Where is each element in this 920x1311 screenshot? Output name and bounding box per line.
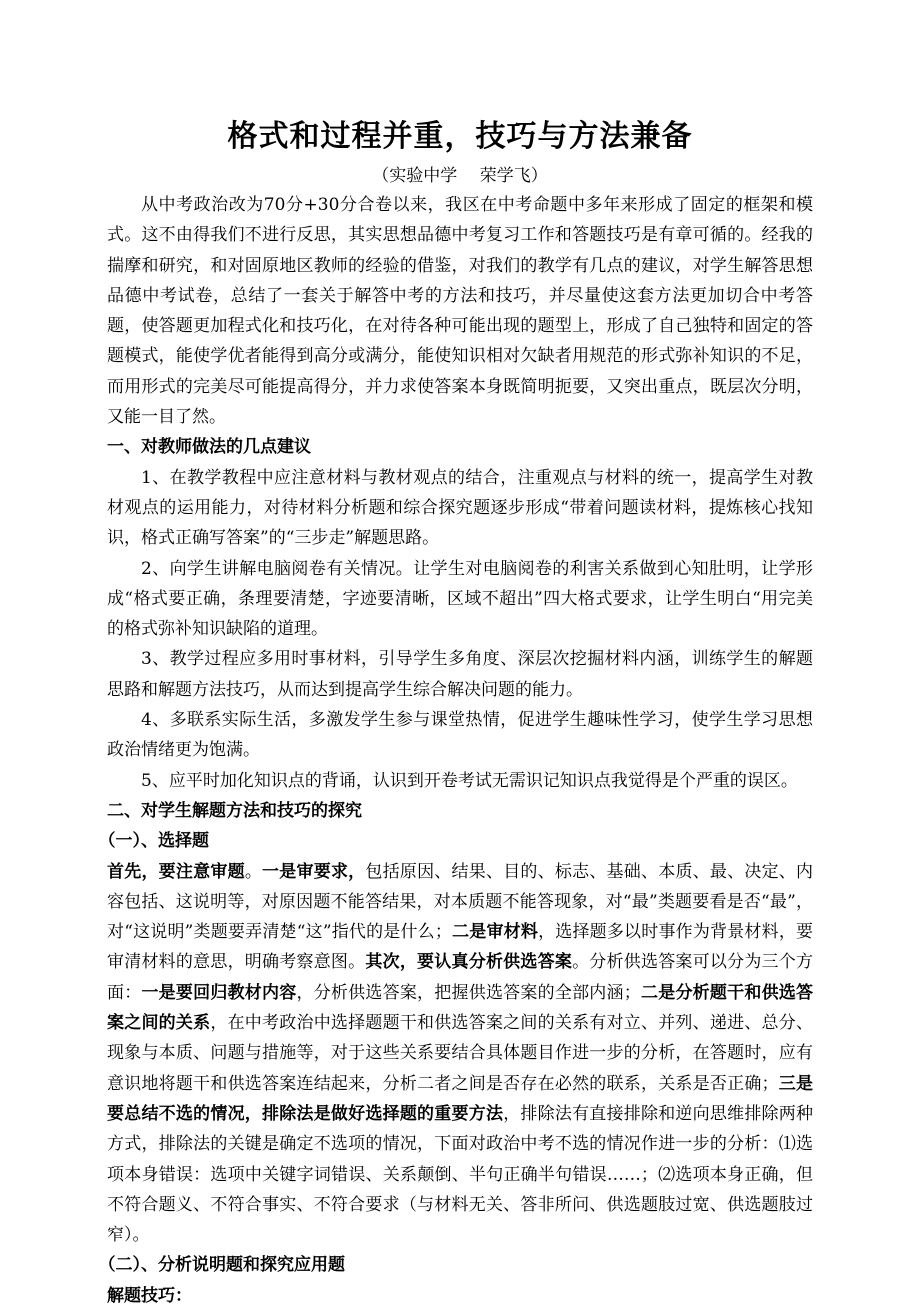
body-text: ，在中考政治中选择题题干和供选答案之间的关系有对立、并列、递进、总分、现象与本质、问题与措施等，对于这些关系要结合具体题目作进一步的分析，在答题时，应有意识地将题干和供选答案连结起来，分析二者之间是否存在必然的联系，关系是否正确； [107,1013,814,1094]
bold-phrase: 其次，要认真分析供选答案 [365,952,573,973]
bold-phrase: 首先，要注意审题 [107,861,245,882]
intro-paragraph: 从中考政治改为70分+30分合卷以来，我区在中考命题中多年来形成了固定的框架和模式。这不由得我们不进行反思，其实思想品德中考复习工作和答题技巧是有章可循的。经我的揣摩和研究，和对固原地区教师的经验的借鉴，对我们的教学有几点的建议，对学生解答思想品德中考试卷，总结了一套关于解答中考的方法和技巧，并尽量使这套方法更加切合中考答题，使答题更加程式化和技巧化，在对待各种可能出现的题型上，形成了自己独特和固定的答题模式，能使学优者能得到高分或满分，能使知识相对欠缺者用规范的形式弥补知识的不足，而用形式的完美尽可能提高得分，并力求使答案本身既简明扼要，又突出重点，既层次分明，又能一目了然。 [107,195,813,428]
document-title: 格式和过程并重，技巧与方法兼备 [227,119,693,154]
suggestion-item: 5、应平时加化知识点的背诵，认识到开卷考试无需识记知识点我觉得是个严重的误区。 [141,770,798,791]
body-text: ，排除法有直接排除和逆向思维排除两种方式，排除法的关键是确定不选项的情况，下面对政治中考不选的情况作进一步的分析：⑴选项本身错误：选项中关键字词错误、关系颠倒、半句正确半句错误……；⑵选项本身正确，但不符合题义、不符合事实、不符合要求（与材料无关、答非所问、供选题肢过宽、供选题肢过窄）。 [107,1103,814,1246]
suggestion-item: 4、多联系实际生活，多激发学生参与课堂热情，促进学生趣味性学习，使学生学习思想政治情绪更为饱满。 [107,710,813,761]
body-text: ，选择题多以时事作为背景材料，要审清材料的意思，明确考察意图。 [107,922,814,973]
document-page [98,112,814,1311]
bold-phrase: 二是审材料 [451,922,539,943]
section-heading-students: 二、对学生解题方法和技巧的探究 [107,800,362,821]
subsection-heading-choice: （一）、选择题 [98,831,209,852]
suggestion-item: 3、教学过程应多用时事材料，引导学生多角度、深层次挖掘材料内涵，训练学生的解题思路和解题方法技巧，从而达到提高学生综合解决问题的能力。 [107,649,813,700]
bold-phrase: 一是要回归教材内容 [141,982,297,1003]
body-text: 包括原因、结果、目的、标志、基础、本质、最、决定、内容包括、这说明等，对原因题不能答结果，对本质题不能答现象，对“最”类题要看是否“最”，对“这说明”类题要弄清楚“这”指代的是什么； [107,861,814,943]
body-text: 。分析供选答案可以分为三个方面： [107,952,814,1003]
technique-label: 解题技巧： [107,1285,192,1306]
suggestion-item: 1、在教学教程中应注意材料与教材观点的结合，注重观点与材料的统一，提高学生对教材观点的运用能力，对待材料分析题和综合探究题逐步形成“带着问题读材料，提炼核心找知识，格式正确写答案”的“三步走”解题思路。 [107,467,813,549]
body-text: ，分析供选答案，把握供选答案的全部内涵； [296,982,641,1003]
bold-phrase: 一是审要求， [262,861,366,882]
bold-phrase: 二是分析题干和供选答案之间的关系 [107,982,814,1034]
bold-phrase: 三是要总结不选的情况，排除法是做好选择题的重要方法 [107,1073,814,1124]
body-text: 。 [244,861,263,882]
subsection-heading-analysis: （二）、分析说明题和探究应用题 [98,1255,345,1276]
choice-question-paragraph [107,857,813,1251]
suggestion-item: 2、向学生讲解电脑阅卷有关情况。让学生对电脑阅卷的利害关系做到心知肚明，让学形成“格式要正确，条理要清楚，字迹要清晰，区域不超出”四大格式要求，让学生明白“用完美的格式弥补知识缺陷的道理。 [107,558,813,640]
section-heading-teachers: 一、对教师做法的几点建议 [107,437,311,458]
author-line: （实验中学 荣学飞） [372,166,548,186]
